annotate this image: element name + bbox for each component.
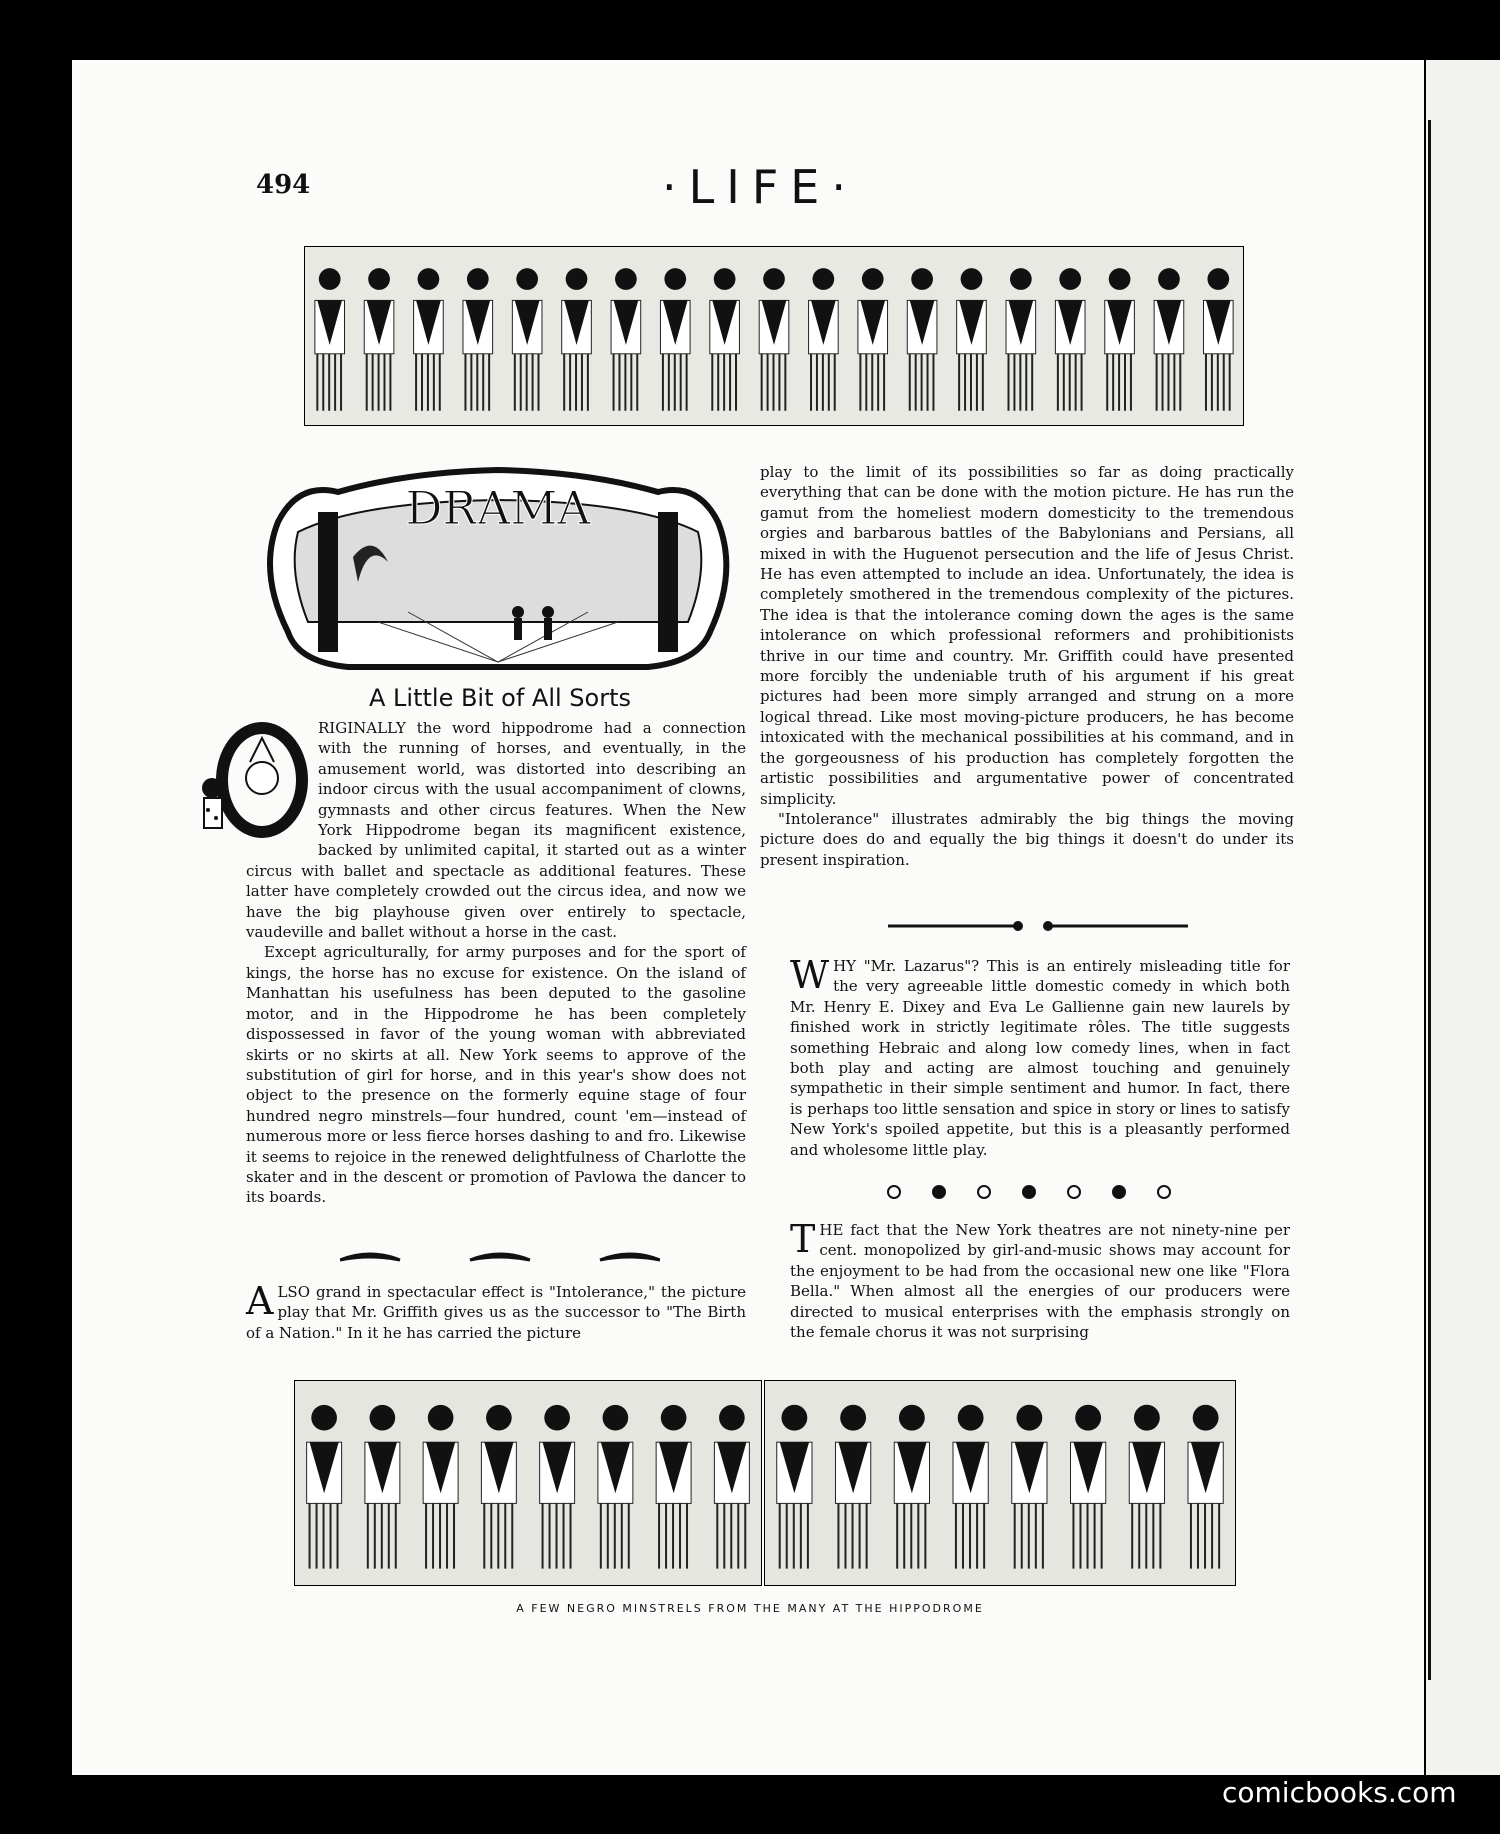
facing-page-edge bbox=[1426, 60, 1500, 1775]
paragraph-intolerance-start: LSO grand in spectacular effect is "Intolerance," the picture play that Mr. Griffith gives us as the successor to "The Birth of a Nation." In it he has carried the picture bbox=[246, 1283, 746, 1342]
right-column-flora bbox=[790, 1217, 1290, 1342]
page-number: 494 bbox=[256, 170, 311, 200]
star-ornament-row bbox=[884, 1180, 1184, 1204]
left-column-bottom bbox=[246, 1279, 746, 1343]
paragraph-hippodrome: RIGINALLY the word hippodrome had a connection with the running of horses, and eventually, in the amusement world, was distorted into describing an indoor circus with the usual accompaniment of clowns, gymnasts and other circus features. When the New York Hippodrome began its magnificent existence, backed by unlimited capital, it started out as a winter circus with ballet and spectacle as additional features. These latter have completely crowded out the circus idea, and now we have the big playhouse given over entirely to spectacle, vaudeville and ballet without a horse in the cast. bbox=[246, 719, 746, 942]
paragraph-flora-bella: HE fact that the New York theatres are not ninety-nine per cent. monopolized by girl-and-music shows may account for the enjoyment to be had from the occasional new one like "Flora Bella." When almost all the energies of our producers were directed to musical enterprises with the emphasis strongly on the female chorus it was not surprising bbox=[790, 1221, 1290, 1342]
arrow-ornament bbox=[888, 916, 1188, 936]
scroll-ornament-left bbox=[340, 1248, 660, 1268]
clown-initial-O-illustration bbox=[192, 718, 312, 840]
dropcap-W: W bbox=[790, 953, 830, 997]
bottom-minstrels-photo-right bbox=[764, 1380, 1236, 1586]
paragraph-intolerance-cont: play to the limit of its possibilities so far as doing practically everything that can be done with the motion picture. He has run the gamut from the homeliest modern domesticity to the tremendous orgies and barbarous battles of the Babylonians and Persians, all mixed in with the Huguenot persecution and the life of Jesus Christ. He has even attempted to include an idea. Unfortunately, the idea is completely smothered in the tremendous complexity of the pictures. The idea is that the intolerance coming down the ages is the same intolerance on which professional reformers and prohibitionists thrive in our time and country. Mr. Griffith could have presented more forcibly the undeniable truth of his argument if his great pictures had been more simply arranged and strung on a more logical thread. Like most moving-picture producers, he has become intoxicated with the mechanical possibilities at his command, and in the gorgeousness of his production has completely forgotten the artistic possibilities and argumentative power of concentrated simplicity. bbox=[760, 463, 1294, 808]
photo-caption: A FEW NEGRO MINSTRELS FROM THE MANY AT THE HIPPODROME bbox=[516, 1602, 984, 1615]
left-column bbox=[246, 718, 746, 1208]
drama-title: DRAMA bbox=[405, 481, 591, 535]
top-minstrels-photo bbox=[304, 246, 1244, 426]
paragraph-intolerance-end: "Intolerance" illustrates admirably the big things the moving picture does do and equally the big things it doesn't do under its present inspiration. bbox=[760, 809, 1294, 869]
watermark: comicbooks.com bbox=[1222, 1776, 1457, 1809]
masthead: ·LIFE· bbox=[662, 160, 858, 214]
paragraph-horse: Except agriculturally, for army purposes and for the sport of kings, the horse has no excuse for existence. On the island of Manhattan his usefulness has been deputed to the gasoline motor, and in the Hippodrome he has been completely dispossessed in favor of the young woman with abbreviated skirts or no skirts at all. New York seems to approve of the substitution of girl for horse, and in this year's show does not object to the presence on the formerly equine stage of four hundred negro minstrels—four hundred, count 'em—instead of numerous more or less fierce horses dashing to and fro. Likewise it seems to rejoice in the renewed delightfulness of Charlotte the skater and in the descent or promotion of Pavlowa the dancer to its boards. bbox=[246, 943, 746, 1207]
right-column-lazarus bbox=[790, 953, 1290, 1160]
top-photo-figures bbox=[305, 247, 1243, 425]
article-title: A Little Bit of All Sorts bbox=[369, 684, 631, 712]
right-column bbox=[760, 462, 1294, 870]
dropcap-T: T bbox=[790, 1217, 816, 1261]
drama-header-illustration bbox=[258, 462, 738, 672]
bottom-minstrels-photo-left bbox=[294, 1380, 762, 1586]
dropcap-A: A bbox=[246, 1279, 274, 1323]
paragraph-lazarus: HY "Mr. Lazarus"? This is an entirely misleading title for the very agreeable little domestic comedy in which both Mr. Henry E. Dixey and Eva Le Gallienne gain new laurels by finished work in strictly legitimate rôles. The title suggests something Hebraic and along low comedy lines, when in fact both play and acting are almost touching and genuinely sympathetic in their simple sentiment and humor. In fact, there is perhaps too little sensation and spice in story or lines to satisfy New York's spoiled appetite, but this is a pleasantly performed and wholesome little play. bbox=[790, 957, 1290, 1159]
